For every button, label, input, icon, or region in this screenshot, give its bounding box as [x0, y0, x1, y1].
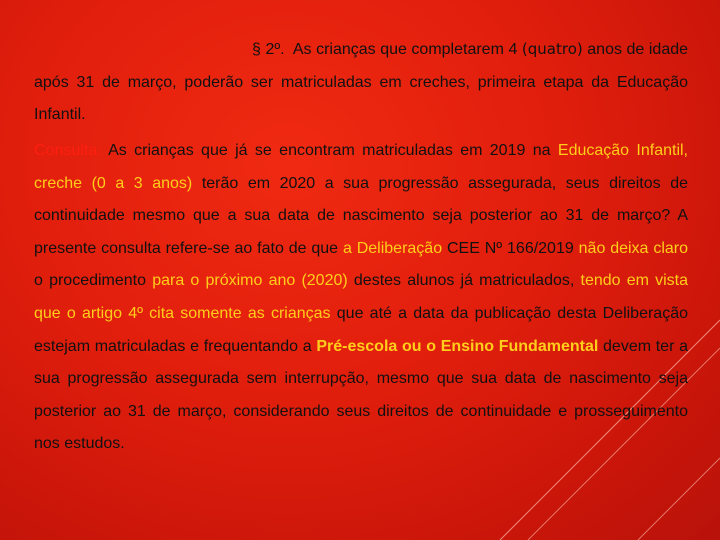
paragraph1-text-b: (quatro) [521, 40, 583, 58]
consulta-text-1: As crianças que já se encontram matriculadas em 2019 na [108, 142, 551, 159]
consulta-highlight-creche: Educação Infantil, creche (0 a 3 anos) [34, 142, 688, 192]
consulta-text-4: o procedimento [34, 272, 147, 290]
consulta-text-5: destes alunos já matriculados, [353, 272, 575, 290]
section-sign: § 2º. [252, 41, 285, 58]
consulta-text-7: devem ter a sua progressão assegurada sem interrupção, mesmo que sua data de nascimento seja posterior ao 31 de março, considerando seus direitos de continuidade e prosseguimento nos estudos. [34, 337, 689, 453]
paragraph-section-2 [34, 33, 688, 132]
paragraph1-text-a: As crianças que completarem 4 [292, 41, 518, 58]
paragraph-consulta [34, 135, 688, 461]
consulta-highlight-artigo-4: tendo em vista que o artigo 4º cita somente as crianças [34, 272, 689, 322]
consulta-highlight-nao-deixa-claro: não deixa claro [578, 239, 689, 257]
consulta-highlight-proximo-ano: para o próximo ano (2020) [152, 272, 348, 290]
consulta-label: Consulta: [34, 142, 102, 159]
consulta-highlight-deliberacao: a Deliberação [342, 239, 443, 257]
consulta-text-6: que até a data da publicação desta Deliberação estejam matriculadas e frequentando a [34, 304, 689, 355]
consulta-text-2: terão em 2020 a sua progressão assegurada, seus direitos de continuidade mesmo que a sua data de nascimento seja posterior ao 31 de março? A presente consulta refere-se ao fato de que [34, 174, 688, 257]
consulta-text-3: CEE Nº 166/2019 [446, 239, 574, 257]
consulta-highlight-pre-escola: Pré-escola ou o Ensino Fundamental [316, 337, 599, 355]
paragraph1-text-c: anos de idade após 31 de março, poderão ser matriculadas em creches, primeira etapa da Educação Infantil. [34, 41, 689, 124]
